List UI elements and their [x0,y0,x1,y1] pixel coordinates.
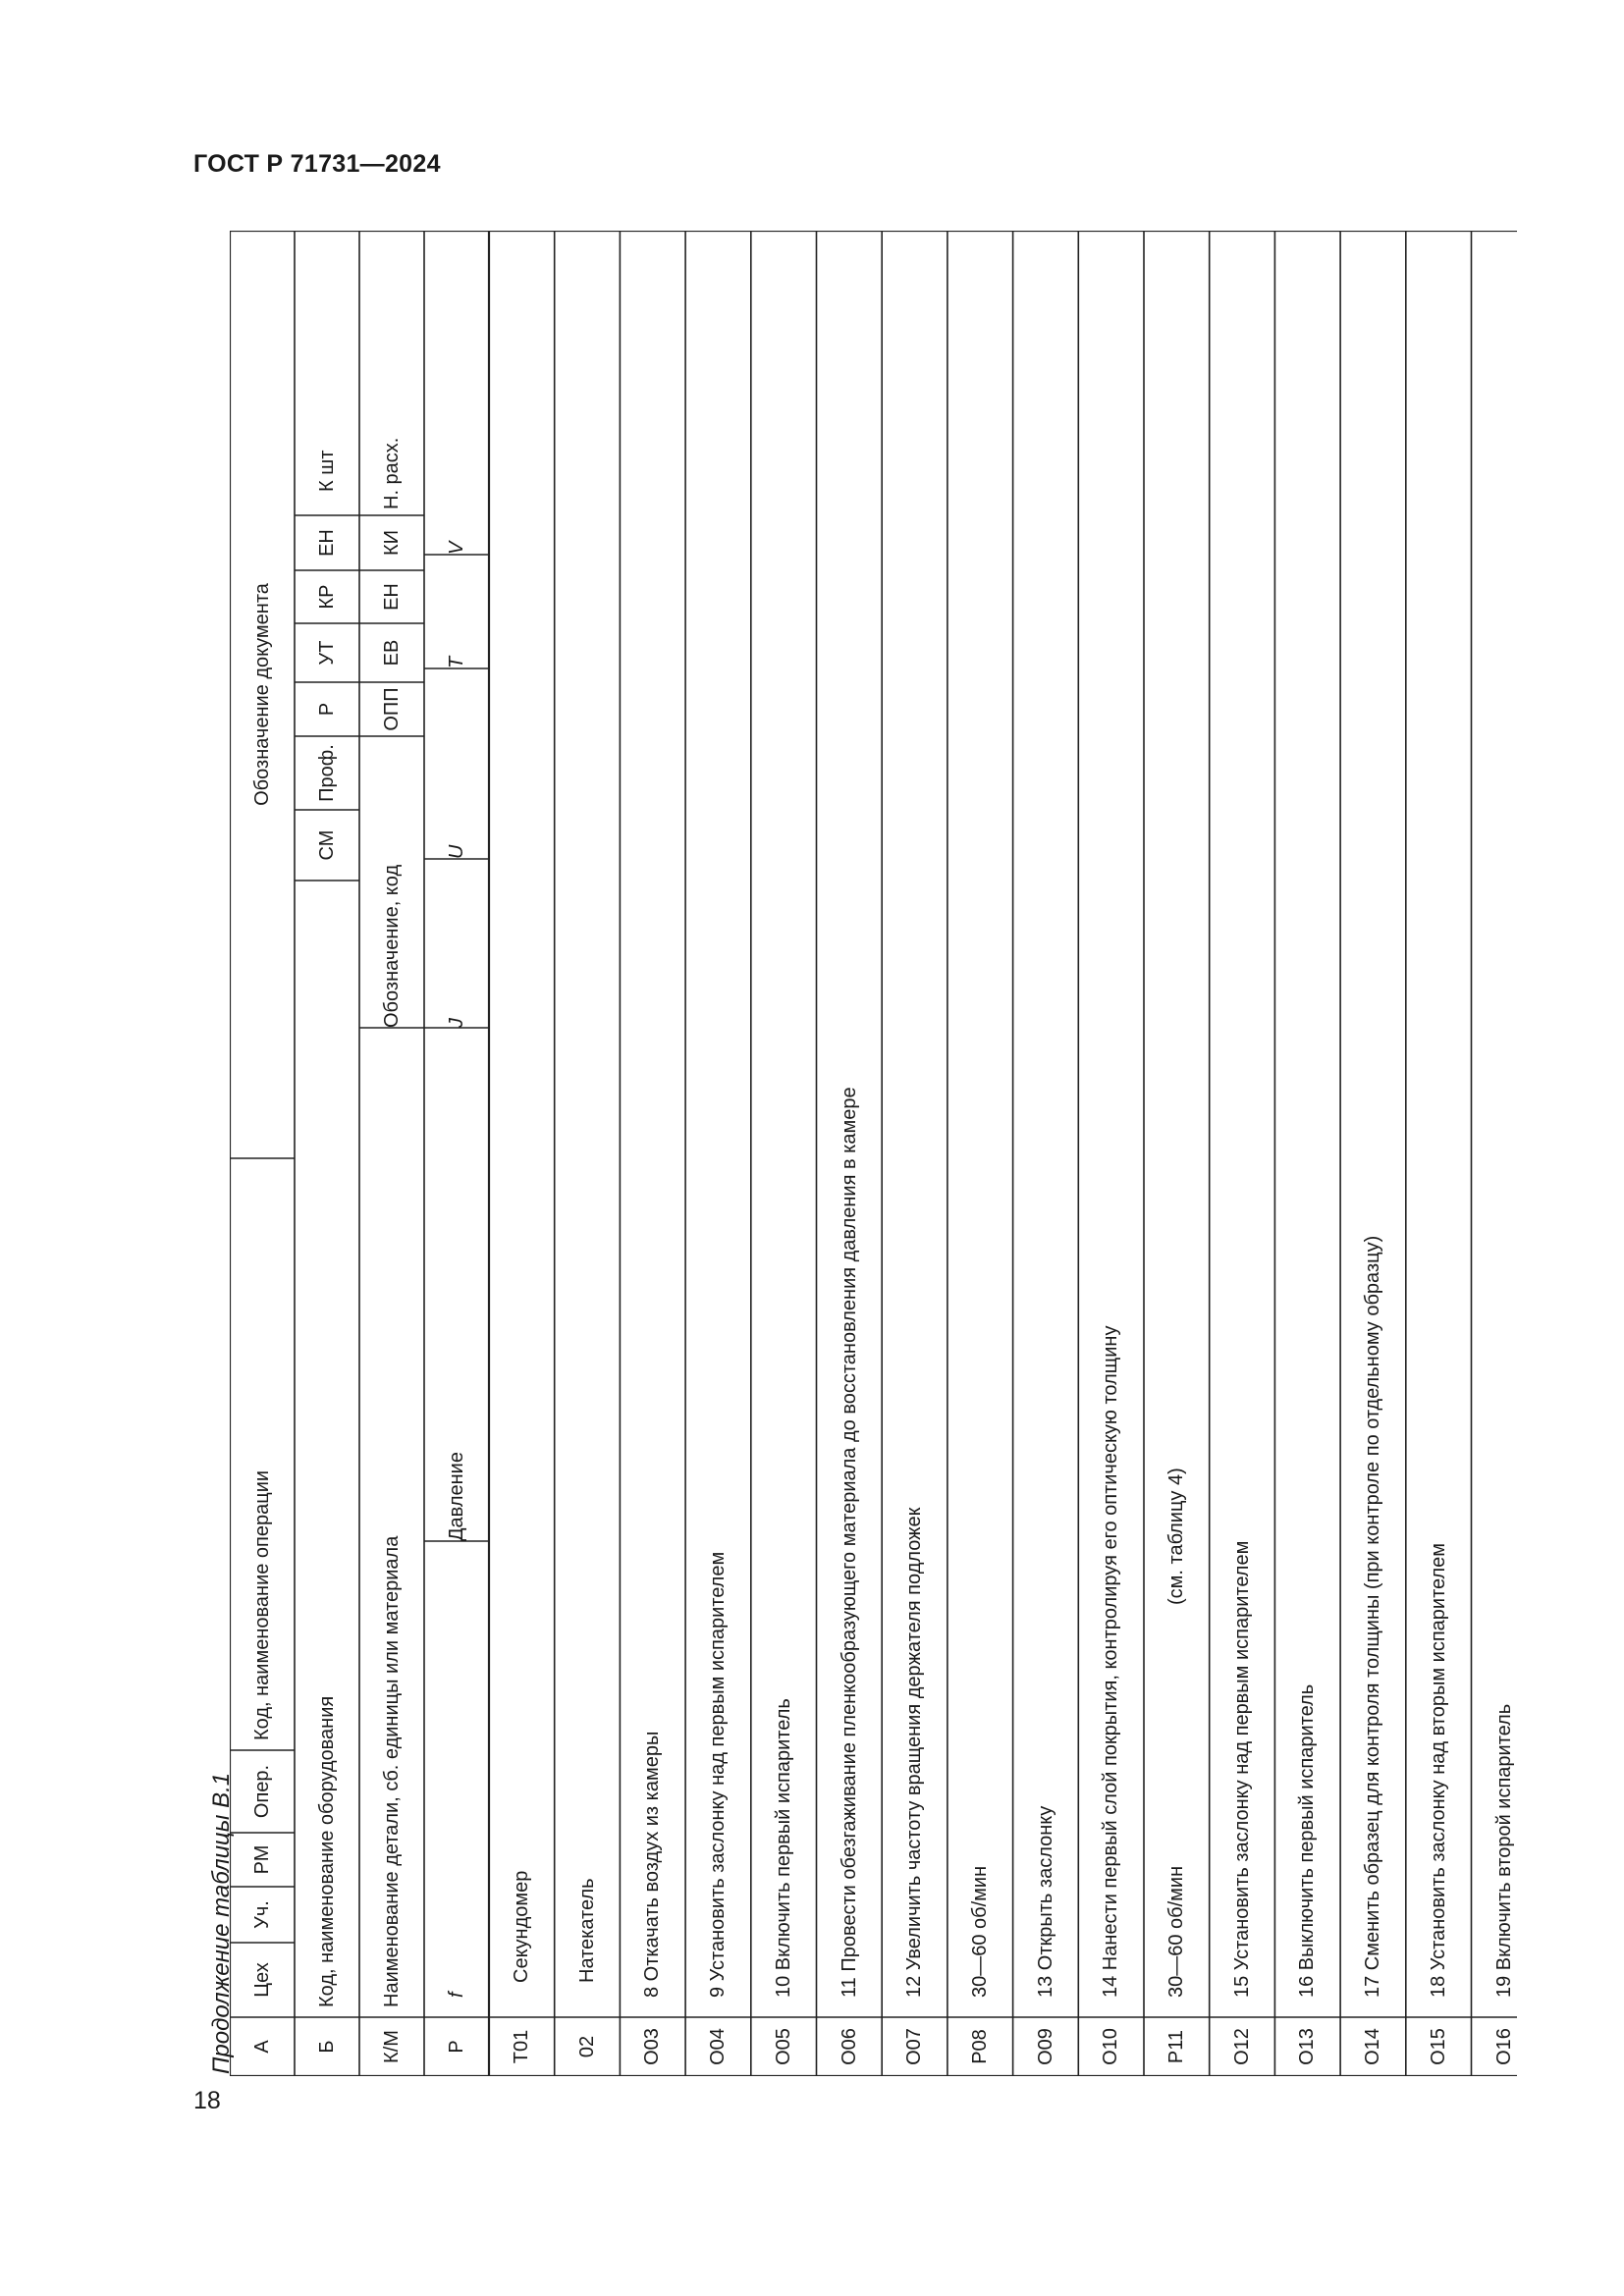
row-code: Р11 [1165,2029,1187,2064]
header-kr: КР [316,584,338,610]
row-text: 13 Открыть заслонку [1034,1805,1056,1998]
header-designation-code: Обозначение, код [381,864,403,1028]
header-k-sht: К шт [316,450,338,492]
header-f: f [446,1992,467,1998]
row-km-prefix: К/М [381,2030,403,2063]
row-text: 16 Выключить первый испаритель [1296,1683,1319,1998]
header-uch: Уч. [251,1900,273,1929]
header-prof: Проф. [316,744,338,802]
row-text: 19 Включить второй испаритель [1492,1703,1515,1998]
row-code: Т01 [511,2029,532,2064]
row-text: 30—60 об/мин [1165,1865,1187,1998]
row-text: 18 Установить заслонку над вторым испарителем [1427,1542,1449,1998]
row-code: О13 [1296,2028,1319,2065]
row-code: О15 [1427,2028,1449,2065]
header-part-name: Наименование детали, сб. единицы или материала [381,1535,403,2007]
row-text: Натекатель [575,1878,598,1983]
header-oper: Опер. [251,1764,273,1819]
header-en2: ЕН [381,583,403,611]
table-caption: Продолжение таблицы В.1 [208,1772,235,2074]
header-equipment: Код, наименование оборудования [316,1695,338,2007]
row-text: 30—60 об/мин [968,1865,991,1998]
row-code: О10 [1100,2028,1122,2065]
row-code: О06 [838,2028,860,2065]
row-a-prefix: А [251,2040,273,2054]
row-code: О14 [1362,2028,1384,2065]
header-ev: ЕВ [381,639,403,667]
row-text: 10 Включить первый испаритель [772,1698,794,1998]
header-document: Обозначение документа [251,583,273,806]
header-j: J [446,1018,467,1028]
standard-code: ГОСТ Р 71731—2024 [193,150,441,178]
row-code: О04 [707,2028,730,2065]
header-tseh: Цех [251,1962,273,1998]
header-v: V [446,541,467,555]
header-ki: КИ [381,529,403,557]
page-number: 18 [193,2087,221,2114]
header-t: T [446,656,467,668]
row-extra: (см. таблицу 4) [1165,1468,1187,1605]
row-code: 02 [575,2035,598,2058]
row-code: О16 [1492,2028,1515,2065]
row-text: 11 Провести обезгаживание пленкообразующего материала до восстановления давления в камере [838,1087,860,1998]
header-en: ЕН [316,529,338,557]
row-code: О12 [1230,2028,1253,2065]
row-text: 15 Установить заслонку над первым испарителем [1230,1540,1253,1998]
row-code: О09 [1034,2028,1056,2065]
row-text: 9 Установить заслонку над первым испарителем [707,1551,730,1998]
header-ut: УТ [316,640,338,666]
row-text: 14 Нанести первый слой покрытия, контролируя его оптическую толщину [1100,1325,1122,1998]
header-n-rash: Н. расх. [381,437,403,509]
header-r: Р [316,702,338,717]
header-sm: СМ [316,829,338,861]
row-code: О03 [641,2028,664,2065]
row-code: Р08 [968,2029,991,2064]
row-p-prefix: Р [446,2040,467,2054]
row-code: О05 [772,2028,794,2065]
row-text: 8 Откачать воздух из камеры [641,1731,664,1998]
header-rm: РМ [251,1844,273,1875]
header-u: U [446,844,467,859]
row-b-prefix: Б [316,2040,338,2054]
header-opp: ОПП [381,687,403,731]
row-text: Секундомер [511,1870,532,1983]
header-operation-name: Код, наименование операции [251,1469,273,1740]
row-code: О07 [903,2028,926,2065]
rotated-table [230,231,1517,2076]
row-text: 12 Увеличить частоту вращения держателя подложек [903,1507,926,1998]
header-pressure: Давление [446,1452,467,1541]
row-text: 17 Сменить образец для контроля толщины (при контроле по отдельному образцу) [1362,1235,1384,1998]
